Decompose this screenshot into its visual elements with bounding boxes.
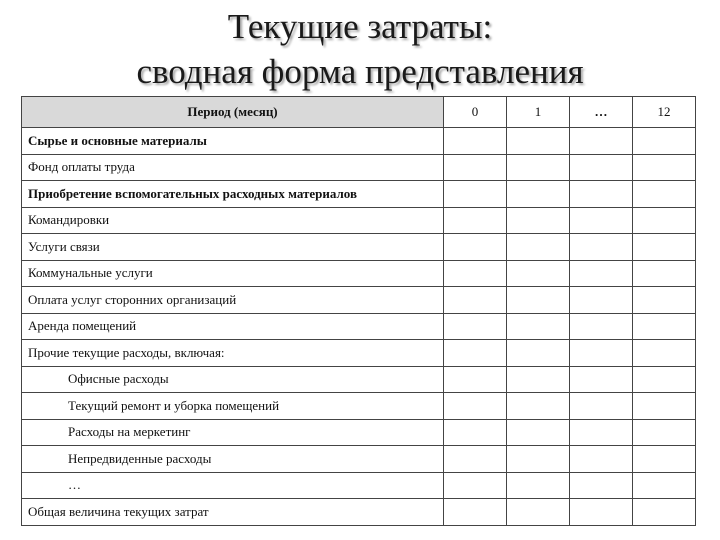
table-row [22,472,696,499]
row-label: Оплата услуг сторонних организаций [22,287,444,314]
row-label: Приобретение вспомогательных расходных материалов [22,181,444,208]
value-cell [570,313,633,340]
header-period-1: 1 [507,97,570,128]
value-cell [570,446,633,473]
value-cell [507,419,570,446]
value-cell [570,393,633,420]
row-label: Текущий ремонт и уборка помещений [22,393,444,420]
value-cell [570,207,633,234]
value-cell [570,128,633,155]
value-cell [444,340,507,367]
value-cell [633,260,696,287]
value-cell [633,313,696,340]
table-row [22,128,696,155]
value-cell [444,499,507,526]
value-cell [633,181,696,208]
header-period-0: 0 [444,97,507,128]
table-row [22,260,696,287]
table-row [22,154,696,181]
row-label: Офисные расходы [22,366,444,393]
value-cell [633,446,696,473]
value-cell [507,234,570,261]
row-label: Командировки [22,207,444,234]
value-cell [507,287,570,314]
value-cell [570,287,633,314]
value-cell [570,154,633,181]
value-cell [633,340,696,367]
value-cell [507,366,570,393]
value-cell [633,234,696,261]
table-row [22,499,696,526]
table-row [22,181,696,208]
table-row [22,234,696,261]
table-row [22,446,696,473]
title-line-1: Текущие затраты: [227,7,493,46]
value-cell [507,393,570,420]
value-cell [444,313,507,340]
table-row [22,419,696,446]
value-cell [507,472,570,499]
value-cell [507,313,570,340]
value-cell [570,260,633,287]
value-cell [633,366,696,393]
value-cell [444,472,507,499]
value-cell [444,207,507,234]
table-row [22,340,696,367]
value-cell [507,446,570,473]
row-label: Аренда помещений [22,313,444,340]
value-cell [570,366,633,393]
row-label: Фонд оплаты труда [22,154,444,181]
value-cell [633,154,696,181]
value-cell [570,499,633,526]
row-label: … [22,472,444,499]
value-cell [507,128,570,155]
value-cell [633,499,696,526]
value-cell [570,472,633,499]
value-cell [633,393,696,420]
row-label: Расходы на меркетинг [22,419,444,446]
row-label: Непредвиденные расходы [22,446,444,473]
value-cell [633,128,696,155]
value-cell [633,472,696,499]
header-period-12: 12 [633,97,696,128]
value-cell [507,181,570,208]
title-line-2: сводная форма представления [136,52,584,91]
value-cell [444,287,507,314]
value-cell [444,366,507,393]
value-cell [507,154,570,181]
value-cell [444,393,507,420]
value-cell [633,207,696,234]
value-cell [633,287,696,314]
value-cell [444,128,507,155]
table-row [22,207,696,234]
value-cell [507,207,570,234]
header-period-ellipsis: … [570,97,633,128]
table-row [22,287,696,314]
value-cell [570,234,633,261]
cost-summary-table [21,96,696,526]
table-row [22,393,696,420]
value-cell [444,234,507,261]
value-cell [444,260,507,287]
value-cell [444,181,507,208]
value-cell [444,446,507,473]
table-header-row [22,97,696,128]
row-label: Услуги связи [22,234,444,261]
value-cell [444,154,507,181]
slide-title [0,4,720,94]
row-label: Сырье и основные материалы [22,128,444,155]
value-cell [570,181,633,208]
table-row [22,313,696,340]
value-cell [507,260,570,287]
value-cell [507,499,570,526]
row-label: Коммунальные услуги [22,260,444,287]
table-row [22,366,696,393]
value-cell [570,340,633,367]
value-cell [633,419,696,446]
row-label: Прочие текущие расходы, включая: [22,340,444,367]
header-period-label: Период (месяц) [22,97,444,128]
value-cell [507,340,570,367]
value-cell [444,419,507,446]
value-cell [570,419,633,446]
row-label: Общая величина текущих затрат [22,499,444,526]
